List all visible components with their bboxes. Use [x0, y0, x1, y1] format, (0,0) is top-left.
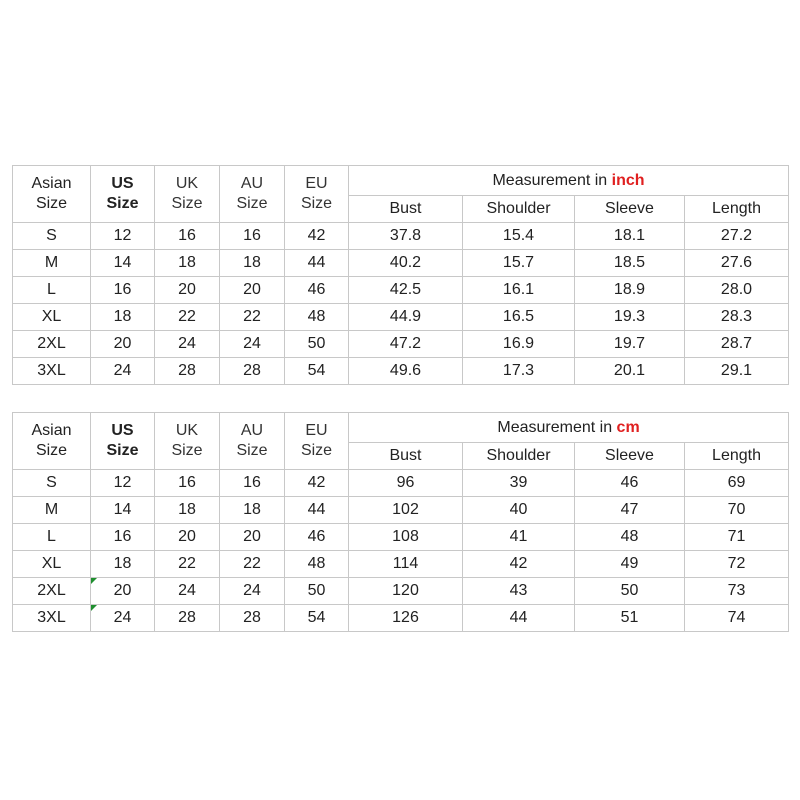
table-row [13, 331, 789, 358]
us-size-cell: 14 [91, 497, 155, 524]
eu-size-cell: 42 [285, 470, 349, 497]
bust-cell: 44.9 [349, 304, 463, 331]
header-eu-size: EU Size [285, 413, 349, 470]
table-row [13, 223, 789, 250]
au-size-cell: 20 [220, 277, 285, 304]
header-row-top [13, 413, 789, 443]
shoulder-cell: 43 [463, 578, 575, 605]
sleeve-cell: 18.5 [575, 250, 685, 277]
us-size-cell: 18 [91, 304, 155, 331]
uk-size-cell: 22 [155, 551, 220, 578]
us-size-cell: 12 [91, 223, 155, 250]
bust-cell: 37.8 [349, 223, 463, 250]
size-chart-cm [12, 412, 789, 632]
shoulder-cell: 16.9 [463, 331, 575, 358]
measurement-unit: cm [616, 418, 640, 436]
sleeve-cell: 51 [575, 605, 685, 632]
shoulder-cell: 39 [463, 470, 575, 497]
measurement-heading: Measurement in cm [349, 413, 789, 443]
sleeve-cell: 46 [575, 470, 685, 497]
eu-size-cell: 48 [285, 304, 349, 331]
table-row [13, 524, 789, 551]
header-sleeve: Sleeve [575, 196, 685, 223]
header-au-size: AU Size [220, 413, 285, 470]
eu-size-cell: 50 [285, 331, 349, 358]
bust-cell: 96 [349, 470, 463, 497]
au-size-cell: 16 [220, 470, 285, 497]
cell-marker-icon [91, 605, 97, 611]
asian-size-cell: M [13, 497, 91, 524]
table-row [13, 551, 789, 578]
uk-size-cell: 28 [155, 605, 220, 632]
shoulder-cell: 41 [463, 524, 575, 551]
shoulder-cell: 16.5 [463, 304, 575, 331]
us-size-cell: 16 [91, 277, 155, 304]
sleeve-cell: 48 [575, 524, 685, 551]
asian-size-cell: L [13, 524, 91, 551]
uk-size-cell: 28 [155, 358, 220, 385]
us-size-cell: 18 [91, 551, 155, 578]
asian-size-cell: 3XL [13, 605, 91, 632]
sleeve-cell: 50 [575, 578, 685, 605]
asian-size-cell: L [13, 277, 91, 304]
us-size-cell: 20 [91, 578, 155, 605]
eu-size-cell: 54 [285, 605, 349, 632]
length-cell: 74 [685, 605, 789, 632]
table-row [13, 605, 789, 632]
table-row [13, 358, 789, 385]
au-size-cell: 16 [220, 223, 285, 250]
header-au-size: AU Size [220, 166, 285, 223]
asian-size-cell: 2XL [13, 331, 91, 358]
bust-cell: 102 [349, 497, 463, 524]
table-row [13, 497, 789, 524]
us-size-cell: 24 [91, 358, 155, 385]
uk-size-cell: 18 [155, 497, 220, 524]
bust-cell: 42.5 [349, 277, 463, 304]
asian-size-cell: XL [13, 551, 91, 578]
sleeve-cell: 19.3 [575, 304, 685, 331]
au-size-cell: 20 [220, 524, 285, 551]
length-cell: 28.3 [685, 304, 789, 331]
shoulder-cell: 42 [463, 551, 575, 578]
header-bust: Bust [349, 196, 463, 223]
sleeve-cell: 47 [575, 497, 685, 524]
au-size-cell: 24 [220, 331, 285, 358]
shoulder-cell: 17.3 [463, 358, 575, 385]
measurement-unit: inch [611, 171, 645, 189]
length-cell: 27.6 [685, 250, 789, 277]
measurement-heading: Measurement in inch [349, 166, 789, 196]
uk-size-cell: 24 [155, 331, 220, 358]
sleeve-cell: 18.1 [575, 223, 685, 250]
header-length: Length [685, 196, 789, 223]
length-cell: 73 [685, 578, 789, 605]
eu-size-cell: 54 [285, 358, 349, 385]
sleeve-cell: 19.7 [575, 331, 685, 358]
au-size-cell: 18 [220, 497, 285, 524]
header-sleeve: Sleeve [575, 443, 685, 470]
shoulder-cell: 44 [463, 605, 575, 632]
uk-size-cell: 20 [155, 277, 220, 304]
au-size-cell: 22 [220, 551, 285, 578]
us-size-cell: 12 [91, 470, 155, 497]
header-us-size: US Size [91, 166, 155, 223]
length-cell: 27.2 [685, 223, 789, 250]
header-row-top [13, 166, 789, 196]
eu-size-cell: 48 [285, 551, 349, 578]
shoulder-cell: 15.4 [463, 223, 575, 250]
cell-marker-icon [91, 578, 97, 584]
uk-size-cell: 18 [155, 250, 220, 277]
bust-cell: 40.2 [349, 250, 463, 277]
sleeve-cell: 18.9 [575, 277, 685, 304]
length-cell: 72 [685, 551, 789, 578]
table-row [13, 578, 789, 605]
au-size-cell: 28 [220, 358, 285, 385]
uk-size-cell: 22 [155, 304, 220, 331]
au-size-cell: 18 [220, 250, 285, 277]
us-size-cell: 24 [91, 605, 155, 632]
bust-cell: 120 [349, 578, 463, 605]
bust-cell: 114 [349, 551, 463, 578]
length-cell: 28.0 [685, 277, 789, 304]
asian-size-cell: M [13, 250, 91, 277]
header-us-size: US Size [91, 413, 155, 470]
header-asian-size: Asian Size [13, 413, 91, 470]
length-cell: 71 [685, 524, 789, 551]
asian-size-cell: S [13, 470, 91, 497]
eu-size-cell: 46 [285, 277, 349, 304]
bust-cell: 47.2 [349, 331, 463, 358]
header-bust: Bust [349, 443, 463, 470]
asian-size-cell: XL [13, 304, 91, 331]
header-asian-size: Asian Size [13, 166, 91, 223]
us-size-cell: 16 [91, 524, 155, 551]
bust-cell: 126 [349, 605, 463, 632]
au-size-cell: 24 [220, 578, 285, 605]
asian-size-cell: 2XL [13, 578, 91, 605]
length-cell: 28.7 [685, 331, 789, 358]
shoulder-cell: 16.1 [463, 277, 575, 304]
uk-size-cell: 24 [155, 578, 220, 605]
au-size-cell: 28 [220, 605, 285, 632]
uk-size-cell: 20 [155, 524, 220, 551]
eu-size-cell: 44 [285, 497, 349, 524]
eu-size-cell: 50 [285, 578, 349, 605]
asian-size-cell: 3XL [13, 358, 91, 385]
table-row [13, 470, 789, 497]
header-shoulder: Shoulder [463, 443, 575, 470]
length-cell: 70 [685, 497, 789, 524]
uk-size-cell: 16 [155, 470, 220, 497]
eu-size-cell: 44 [285, 250, 349, 277]
sleeve-cell: 49 [575, 551, 685, 578]
shoulder-cell: 40 [463, 497, 575, 524]
header-uk-size: UK Size [155, 413, 220, 470]
eu-size-cell: 42 [285, 223, 349, 250]
us-size-cell: 20 [91, 331, 155, 358]
length-cell: 69 [685, 470, 789, 497]
table-row [13, 277, 789, 304]
header-uk-size: UK Size [155, 166, 220, 223]
header-eu-size: EU Size [285, 166, 349, 223]
bust-cell: 49.6 [349, 358, 463, 385]
length-cell: 29.1 [685, 358, 789, 385]
eu-size-cell: 46 [285, 524, 349, 551]
asian-size-cell: S [13, 223, 91, 250]
au-size-cell: 22 [220, 304, 285, 331]
shoulder-cell: 15.7 [463, 250, 575, 277]
size-chart-inch [12, 165, 789, 385]
table-row [13, 304, 789, 331]
header-shoulder: Shoulder [463, 196, 575, 223]
table-row [13, 250, 789, 277]
header-length: Length [685, 443, 789, 470]
bust-cell: 108 [349, 524, 463, 551]
us-size-cell: 14 [91, 250, 155, 277]
sleeve-cell: 20.1 [575, 358, 685, 385]
uk-size-cell: 16 [155, 223, 220, 250]
